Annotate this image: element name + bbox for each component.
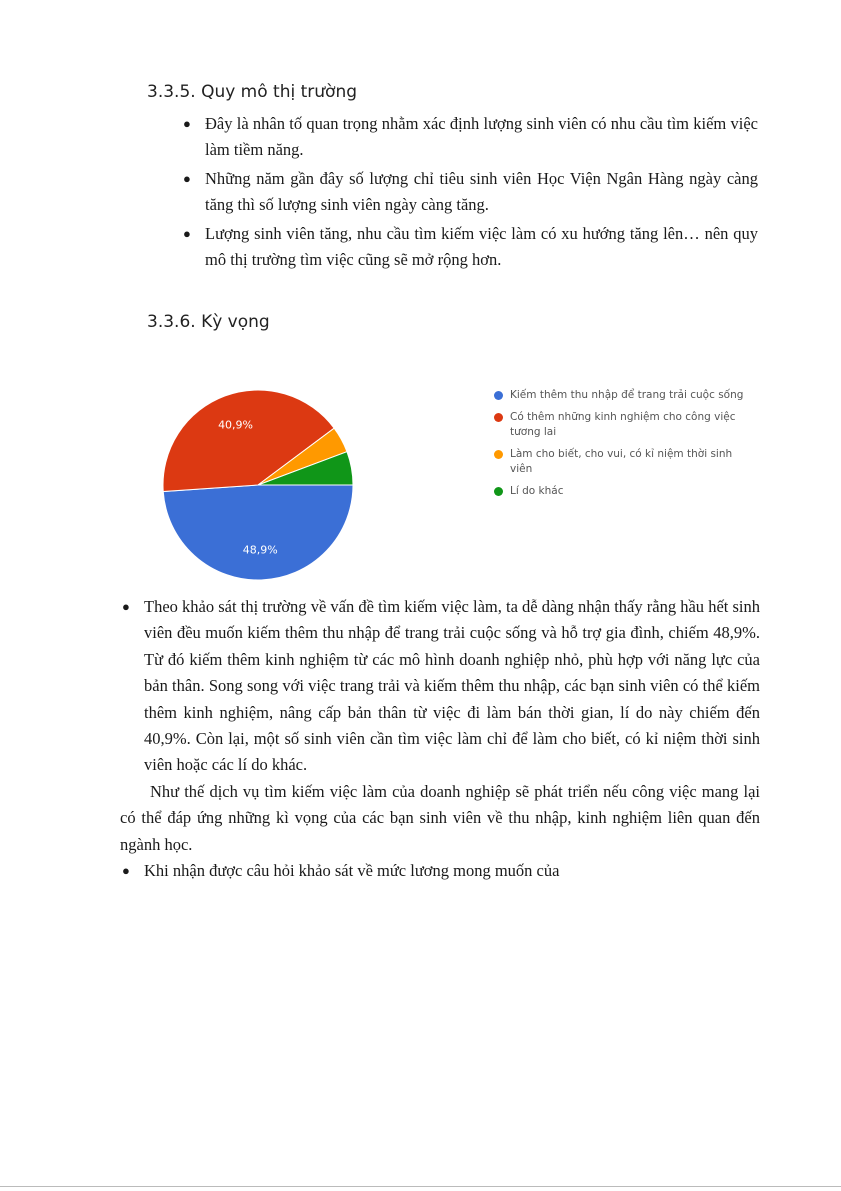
pie-data-label: 48,9% [242, 543, 278, 557]
paragraph-text: Theo khảo sát thị trường về vấn đề tìm kiếm việc làm, ta dễ dàng nhận thấy rằng hầu hết sinh viên đều muốn kiếm thêm thu nhập để trang trải cuộc sống và hỗ trợ gia đình, chiếm 48,9%. Từ đó kiếm thêm kinh nghiệm từ các mô hình doanh nghiệp nhỏ, phù hợp với năng lực của bản thân. Song song với việc trang trải và kiếm thêm thu nhập, các bạn sinh viên có thể kiếm thêm kinh nghiệm, nâng cấp bản thân từ việc đi làm bán thời gian, lí do này chiếm đến 40,9%. Còn lại, một số sinh viên cần tìm việc làm chỉ để làm cho biết, có kỉ niệm thời sinh viên hoặc các lí do khác. [144, 597, 760, 775]
legend-item [494, 447, 754, 477]
legend-item [494, 410, 754, 440]
bullet-icon: ● [122, 599, 130, 614]
section-heading-expectations: 3.3.6. Kỳ vọng [147, 312, 270, 332]
legend-swatch-icon [494, 413, 503, 422]
pie-slice-income [163, 485, 353, 580]
legend-item [494, 388, 754, 403]
list-item [183, 111, 758, 163]
legend-swatch-icon [494, 391, 503, 400]
paragraph-survey-result [120, 594, 760, 779]
pie-chart [158, 385, 358, 585]
paragraph-conclusion: Như thế dịch vụ tìm kiếm việc làm của doanh nghiệp sẽ phát triển nếu công việc mang lại có thể đáp ứng những kì vọng của các bạn sinh viên về thu nhập, kinh nghiệm liên quan đến ngành học. [120, 781, 760, 854]
chart-legend [494, 388, 754, 506]
paragraph-text: Khi nhận được câu hỏi khảo sát về mức lương mong muốn của [144, 861, 560, 881]
bullet-text: Lượng sinh viên tăng, nhu cầu tìm kiếm việc làm có xu hướng tăng lên… nên quy mô thị trường tìm việc cũng sẽ mở rộng hơn. [205, 224, 758, 269]
legend-label: Kiếm thêm thu nhập để trang trải cuộc sống [510, 389, 744, 401]
page-bottom-border [0, 1186, 841, 1187]
legend-swatch-icon [494, 487, 503, 496]
body-text [120, 594, 760, 884]
bullet-icon: ● [183, 171, 191, 186]
bullet-text: Đây là nhân tố quan trọng nhằm xác định lượng sinh viên có nhu cầu tìm kiếm việc làm tiềm năng. [205, 114, 758, 159]
list-item [183, 166, 758, 218]
pie-data-label: 40,9% [218, 418, 254, 432]
bullet-icon: ● [183, 116, 191, 131]
paragraph-salary-question [120, 858, 760, 884]
legend-label: Lí do khác [510, 485, 564, 497]
section-heading-market-size: 3.3.5. Quy mô thị trường [147, 82, 358, 102]
bullet-icon: ● [122, 863, 130, 879]
list-item [183, 221, 758, 273]
legend-label: Làm cho biết, cho vui, có kỉ niệm thời sinh viên [510, 448, 733, 475]
bullet-text: Những năm gần đây số lượng chỉ tiêu sinh viên Học Viện Ngân Hàng ngày càng tăng thì số lượng sinh viên ngày càng tăng. [205, 169, 758, 214]
legend-label: Có thêm những kinh nghiệm cho công việc tương lai [510, 411, 736, 438]
legend-item [494, 484, 754, 499]
bullet-icon: ● [183, 226, 191, 241]
market-size-bullet-list [183, 111, 758, 276]
legend-swatch-icon [494, 450, 503, 459]
